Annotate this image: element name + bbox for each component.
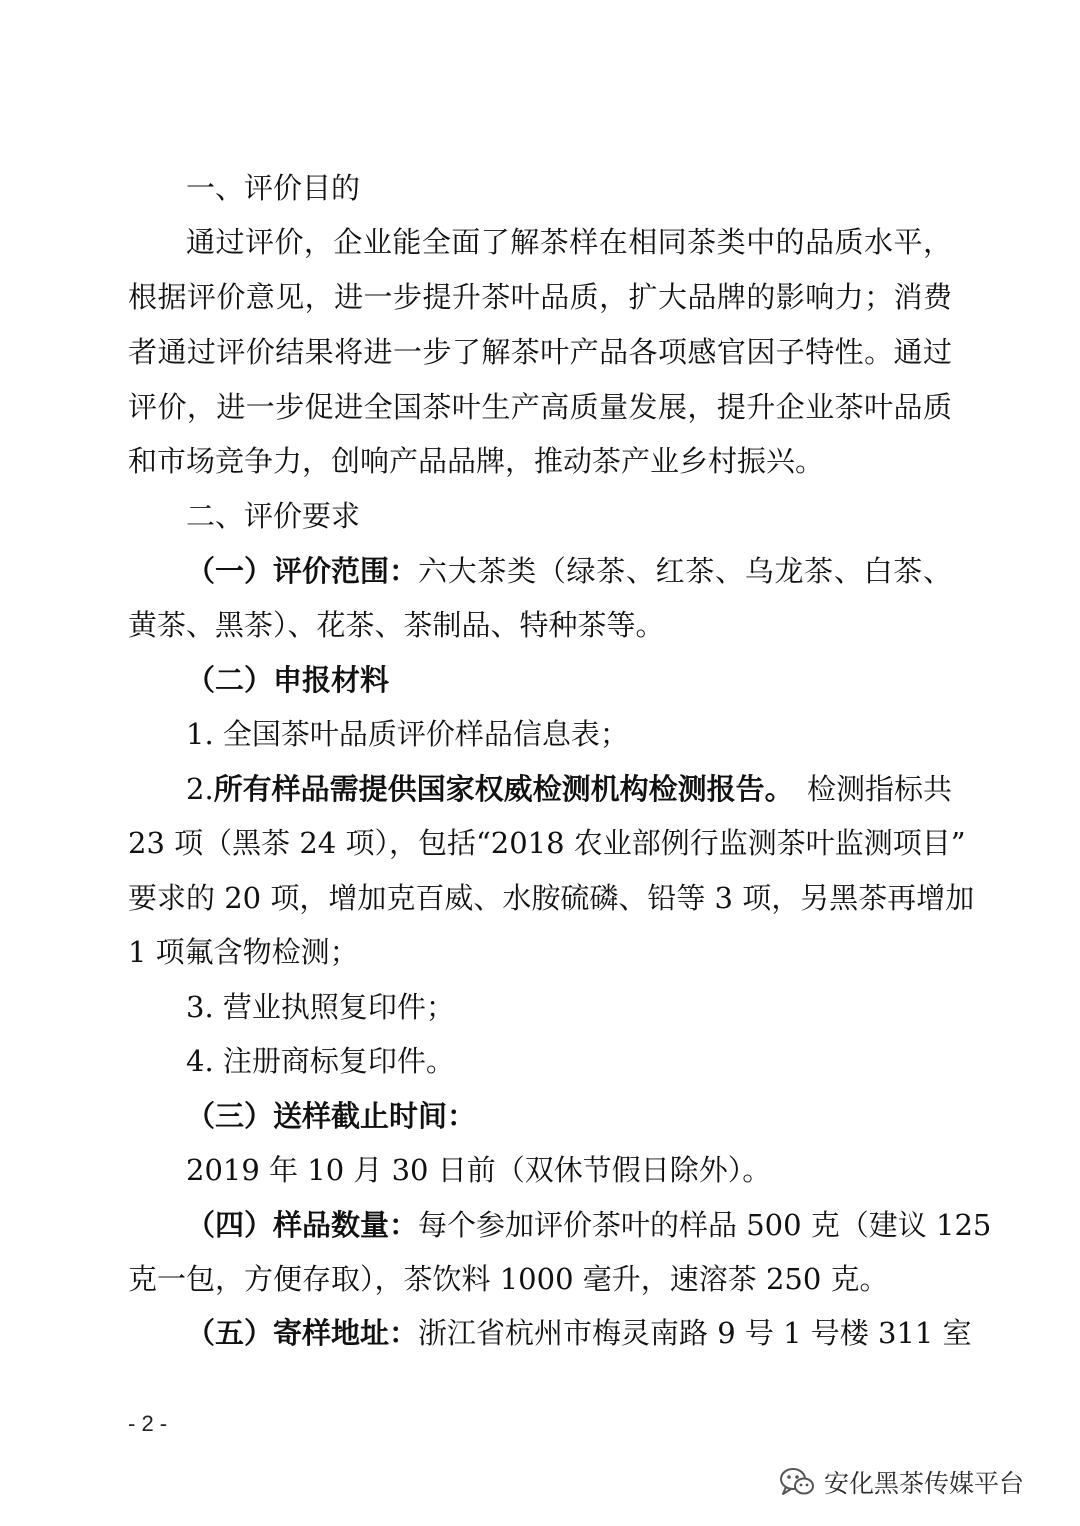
materials-item-4: 4. 注册商标复印件。 <box>186 1044 455 1078</box>
paragraph-line: 根据评价意见，进一步提升茶叶品质，扩大品牌的影响力；消费 <box>128 280 952 314</box>
section-heading-requirements: 二、评价要求 <box>186 499 361 533</box>
watermark-text: 安化黑茶传媒平台 <box>824 1469 1025 1498</box>
materials-item-2-bold: 所有样品需提供国家权威检测机构检测报告。 <box>213 772 794 806</box>
materials-item-2-line: 要求的 20 项，增加克百威、水胺硫磷、铅等 3 项，另黑茶再增加 <box>128 881 975 915</box>
watermark <box>778 1462 1024 1502</box>
address-text: 浙江省杭州市梅灵南路 9 号 1 号楼 311 室 <box>418 1316 972 1350</box>
materials-heading: （二）申报材料 <box>186 663 390 697</box>
section-heading-purpose: 一、评价目的 <box>186 171 361 205</box>
page-number: - 2 - <box>128 1411 168 1436</box>
paragraph-line: 通过评价，企业能全面了解茶样在相同茶类中的品质水平， <box>186 225 952 259</box>
scope-label: （一）评价范围： <box>186 554 419 588</box>
deadline-heading: （三）送样截止时间： <box>186 1099 477 1133</box>
materials-item-2-rest: 检测指标共 <box>806 772 952 806</box>
wechat-icon <box>778 1465 816 1499</box>
paragraph-line: 和市场竞争力，创响产品品牌，推动茶产业乡村振兴。 <box>128 444 825 478</box>
deadline-text: 2019 年 10 月 30 日前（双休节假日除外）。 <box>186 1153 772 1187</box>
materials-item-2 <box>186 769 952 809</box>
materials-item-2-line: 1 项氟含物检测； <box>128 935 359 969</box>
paragraph-line: 评价，进一步促进全国茶叶生产高质量发展，提升企业茶叶品质 <box>128 390 952 424</box>
quantity-continuation: 克一包，方便存取），茶饮料 1000 毫升，速溶茶 250 克。 <box>128 1262 889 1296</box>
address-label: （五）寄样地址： <box>186 1316 419 1350</box>
materials-item-1: 1. 全国茶叶品质评价样品信息表； <box>186 717 629 751</box>
scope-continuation: 黄茶、黑茶）、花茶、茶制品、特种茶等。 <box>128 608 665 642</box>
address-line <box>186 1313 972 1353</box>
materials-item-2-number: 2. <box>186 772 214 806</box>
materials-item-3: 3. 营业执照复印件； <box>186 990 455 1024</box>
quantity-text: 每个参加评价茶叶的样品 500 克（建议 125 <box>418 1208 992 1242</box>
scope-line <box>186 551 952 591</box>
quantity-line <box>186 1205 992 1245</box>
quantity-label: （四）样品数量： <box>186 1208 419 1242</box>
paragraph-line: 者通过评价结果将进一步了解茶叶产品各项感官因子特性。通过 <box>128 335 952 369</box>
scope-text: 六大茶类（绿茶、红茶、乌龙茶、白茶、 <box>418 554 952 588</box>
materials-item-2-line: 23 项（黑茶 24 项），包括“2018 农业部例行监测茶叶监测项目” <box>128 826 966 860</box>
